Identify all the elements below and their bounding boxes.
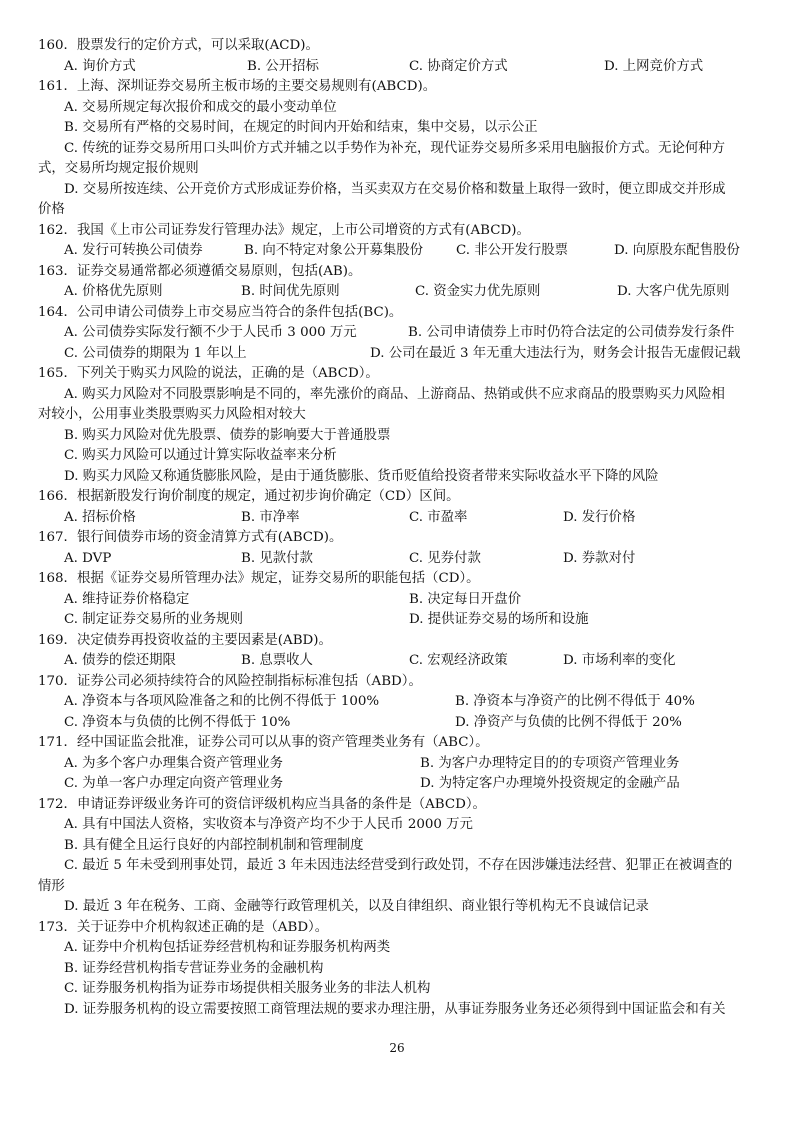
option-a: A. 询价方式 bbox=[64, 58, 136, 74]
option-line bbox=[0, 856, 794, 877]
question-text: 165．下列关于购买力风险的说法，正确的是（ABCD）。 bbox=[38, 366, 379, 381]
option-wrap-line bbox=[0, 405, 794, 426]
option-line bbox=[0, 836, 794, 857]
options-line bbox=[0, 282, 794, 303]
options-line bbox=[0, 323, 794, 344]
options-line bbox=[0, 692, 794, 713]
option-text: C. 购买力风险可以通过计算实际收益率来分析 bbox=[64, 448, 337, 463]
option-text: B. 证券经营机构指专营证券业务的金融机构 bbox=[64, 960, 324, 976]
question-text: 163．证券交易通常都必须遵循交易原则，包括(AB)。 bbox=[38, 263, 362, 279]
question-line bbox=[0, 569, 794, 590]
option-c: C. 非公开发行股票 bbox=[456, 243, 569, 258]
option-c: C. 市盈率 bbox=[409, 509, 468, 525]
option-c: C. 协商定价方式 bbox=[409, 58, 508, 74]
option-a: A. DVP bbox=[64, 550, 112, 566]
option-d: D. 提供证券交易的场所和设施 bbox=[409, 612, 589, 627]
option-d: D. 为特定客户办理境外投资规定的金融产品 bbox=[420, 776, 680, 791]
question-line bbox=[0, 733, 794, 754]
option-d: D. 向原股东配售股份 bbox=[614, 243, 740, 258]
question-text: 167．银行间债券市场的资金清算方式有(ABCD)。 bbox=[38, 530, 343, 545]
question-text: 173．关于证券中介机构叙述正确的是（ABD）。 bbox=[38, 919, 329, 935]
option-b: B. 息票收人 bbox=[241, 653, 313, 668]
option-line bbox=[0, 897, 794, 918]
option-line bbox=[0, 385, 794, 406]
option-d: D. 公司在最近 3 年无重大违法行为，财务会计报告无虚假记载 bbox=[370, 345, 741, 361]
option-text-continued: 式，交易所均规定报价规则 bbox=[38, 161, 199, 176]
question-line bbox=[0, 631, 794, 652]
question-line bbox=[0, 303, 794, 324]
option-b: B. 公司申请债券上市时仍符合法定的公司债券发行条件 bbox=[408, 325, 735, 340]
question-text: 164．公司申请公司债券上市交易应当符合的条件包括(BC)。 bbox=[38, 304, 403, 320]
option-text-continued: 价格 bbox=[38, 202, 65, 217]
option-text: C. 证券服务机构指为证券市场提供相关服务业务的非法人机构 bbox=[64, 981, 431, 996]
options-line bbox=[0, 610, 794, 631]
option-c: C. 净资本与负债的比例不得低于 10% bbox=[64, 714, 291, 730]
option-line bbox=[0, 979, 794, 1000]
question-line bbox=[0, 77, 794, 98]
options-line bbox=[0, 651, 794, 672]
question-line bbox=[0, 795, 794, 816]
option-text: B. 购买力风险对优先股票、债券的影响要大于普通股票 bbox=[64, 427, 391, 443]
options-line bbox=[0, 590, 794, 611]
option-c: C. 公司债券的期限为 1 年以上 bbox=[64, 345, 247, 361]
options-line bbox=[0, 774, 794, 795]
option-c: C. 为单一客户办理定向资产管理业务 bbox=[64, 776, 284, 791]
option-b: B. 净资本与净资产的比例不得低于 40% bbox=[455, 694, 695, 709]
option-line bbox=[0, 938, 794, 959]
question-text: 171．经中国证监会批准，证券公司可以从事的资产管理类业务有（ABC）。 bbox=[38, 735, 489, 750]
question-text: 160．股票发行的定价方式，可以采取(ACD)。 bbox=[38, 38, 319, 53]
option-d: D. 上网竞价方式 bbox=[604, 58, 704, 74]
page-number: 26 bbox=[389, 1041, 405, 1055]
option-b: B. 决定每日开盘价 bbox=[409, 591, 522, 607]
question-text: 168．根据《证券交易所管理办法》规定，证券交易所的职能包括（CD）。 bbox=[38, 571, 480, 586]
option-a: A. 发行可转换公司债券 bbox=[64, 243, 203, 258]
option-line bbox=[0, 98, 794, 119]
option-b: B. 公开招标 bbox=[247, 58, 319, 74]
options-line bbox=[0, 754, 794, 775]
question-line bbox=[0, 918, 794, 939]
option-text: D. 最近 3 年在税务、工商、金融等行政管理机关，以及自律组织、商业银行等机构无不良诚信记录 bbox=[64, 899, 649, 914]
question-text: 172．申请证券评级业务许可的资信评级机构应当具备的条件是（ABCD）。 bbox=[38, 796, 486, 812]
option-line bbox=[0, 467, 794, 488]
question-line bbox=[0, 487, 794, 508]
option-a: A. 招标价格 bbox=[64, 509, 136, 525]
option-a: A. 债券的偿还期限 bbox=[64, 653, 176, 668]
option-text: D. 交易所按连续、公开竞价方式形成证券价格，当买卖双方在交易价格和数量上取得一致时，便立即成交并形成 bbox=[64, 181, 726, 197]
question-line bbox=[0, 221, 794, 242]
options-line bbox=[0, 549, 794, 570]
option-line bbox=[0, 959, 794, 980]
option-text: B. 交易所有严格的交易时间，在规定的时间内开始和结束，集中交易，以示公正 bbox=[64, 120, 538, 135]
option-text: C. 最近 5 年未受到刑事处罚，最近 3 年未因违法经营受到行政处罚，不存在因涉嫌违法经营、犯罪正在被调查的 bbox=[64, 858, 733, 873]
option-c: C. 资金实力优先原则 bbox=[415, 284, 541, 299]
question-text: 166．根据新股发行询价制度的规定，通过初步询价确定（CD）区间。 bbox=[38, 489, 460, 504]
option-line bbox=[0, 118, 794, 139]
option-d: D. 大客户优先原则 bbox=[617, 284, 730, 299]
option-text: A. 证券中介机构包括证券经营机构和证券服务机构两类 bbox=[64, 940, 391, 955]
question-text: 169．决定债券再投资收益的主要因素是(ABD)。 bbox=[38, 632, 332, 648]
option-line bbox=[0, 180, 794, 201]
question-line bbox=[0, 528, 794, 549]
options-line bbox=[0, 241, 794, 262]
option-d: D. 发行价格 bbox=[563, 509, 636, 525]
option-d: D. 市场利率的变化 bbox=[563, 653, 676, 668]
option-c: C. 制定证券交易所的业务规则 bbox=[64, 612, 243, 627]
question-text: 162．我国《上市公司证券发行管理办法》规定，上市公司增资的方式有(ABCD)。 bbox=[38, 222, 530, 238]
question-line bbox=[0, 364, 794, 385]
option-d: D. 券款对付 bbox=[563, 550, 636, 566]
option-text: A. 交易所规定每次报价和成交的最小变动单位 bbox=[64, 99, 337, 115]
options-line bbox=[0, 713, 794, 734]
option-b: B. 时间优先原则 bbox=[241, 284, 340, 299]
options-line bbox=[0, 344, 794, 365]
option-a: A. 为多个客户办理集合资产管理业务 bbox=[64, 755, 284, 771]
question-line bbox=[0, 36, 794, 57]
option-d: D. 净资产与负债的比例不得低于 20% bbox=[455, 714, 682, 730]
option-text: D. 证券服务机构的设立需要按照工商管理法规的要求办理注册，从事证券服务业务还必须得到中国证监会和有关 bbox=[64, 1001, 726, 1017]
question-line bbox=[0, 262, 794, 283]
option-line bbox=[0, 446, 794, 467]
option-a: A. 净资本与各项风险准备之和的比例不得低于 100% bbox=[64, 694, 380, 709]
question-line bbox=[0, 672, 794, 693]
option-line bbox=[0, 426, 794, 447]
option-text: D. 购买力风险又称通货膨胀风险，是由于通货膨胀、货币贬值给投资者带来实际收益水平下降的风险 bbox=[64, 468, 659, 484]
question-text: 170．证券公司必须持续符合的风险控制指标标准包括（ABD）。 bbox=[38, 673, 422, 689]
option-line bbox=[0, 815, 794, 836]
option-b: B. 市净率 bbox=[241, 509, 300, 525]
option-a: A. 维持证券价格稳定 bbox=[64, 591, 190, 607]
option-text-continued: 对较小，公用事业类股票购买力风险相对较大 bbox=[38, 407, 306, 422]
question-text: 161．上海、深圳证券交易所主板市场的主要交易规则有(ABCD)。 bbox=[38, 79, 437, 94]
option-b: B. 见款付款 bbox=[241, 550, 313, 566]
option-c: C. 见券付款 bbox=[409, 550, 481, 566]
option-c: C. 宏观经济政策 bbox=[409, 653, 508, 668]
option-b: B. 向不特定对象公开募集股份 bbox=[244, 243, 424, 258]
option-wrap-line bbox=[0, 877, 794, 898]
option-wrap-line bbox=[0, 200, 794, 221]
option-text-continued: 情形 bbox=[38, 878, 65, 894]
option-b: B. 为客户办理特定目的的专项资产管理业务 bbox=[420, 755, 680, 771]
option-a: A. 公司债券实际发行额不少于人民币 3 000 万元 bbox=[64, 325, 357, 340]
option-wrap-line bbox=[0, 159, 794, 180]
options-line bbox=[0, 57, 794, 78]
options-line bbox=[0, 508, 794, 529]
option-a: A. 价格优先原则 bbox=[64, 284, 163, 299]
option-text: B. 具有健全且运行良好的内部控制机制和管理制度 bbox=[64, 837, 364, 853]
option-line bbox=[0, 1000, 794, 1021]
document-body bbox=[0, 36, 794, 1020]
option-text: A. 购买力风险对不同股票影响是不同的，率先涨价的商品、上游商品、热销或供不应求商品的股票购买力风险相 bbox=[64, 386, 725, 402]
option-text: C. 传统的证券交易所用口头叫价方式并辅之以手势作为补充，现代证券交易所多采用电脑报价方式。无论何种方 bbox=[64, 140, 726, 156]
option-text: A. 具有中国法人资格，实收资本与净资产均不少于人民币 2000 万元 bbox=[64, 817, 473, 832]
option-line bbox=[0, 139, 794, 160]
